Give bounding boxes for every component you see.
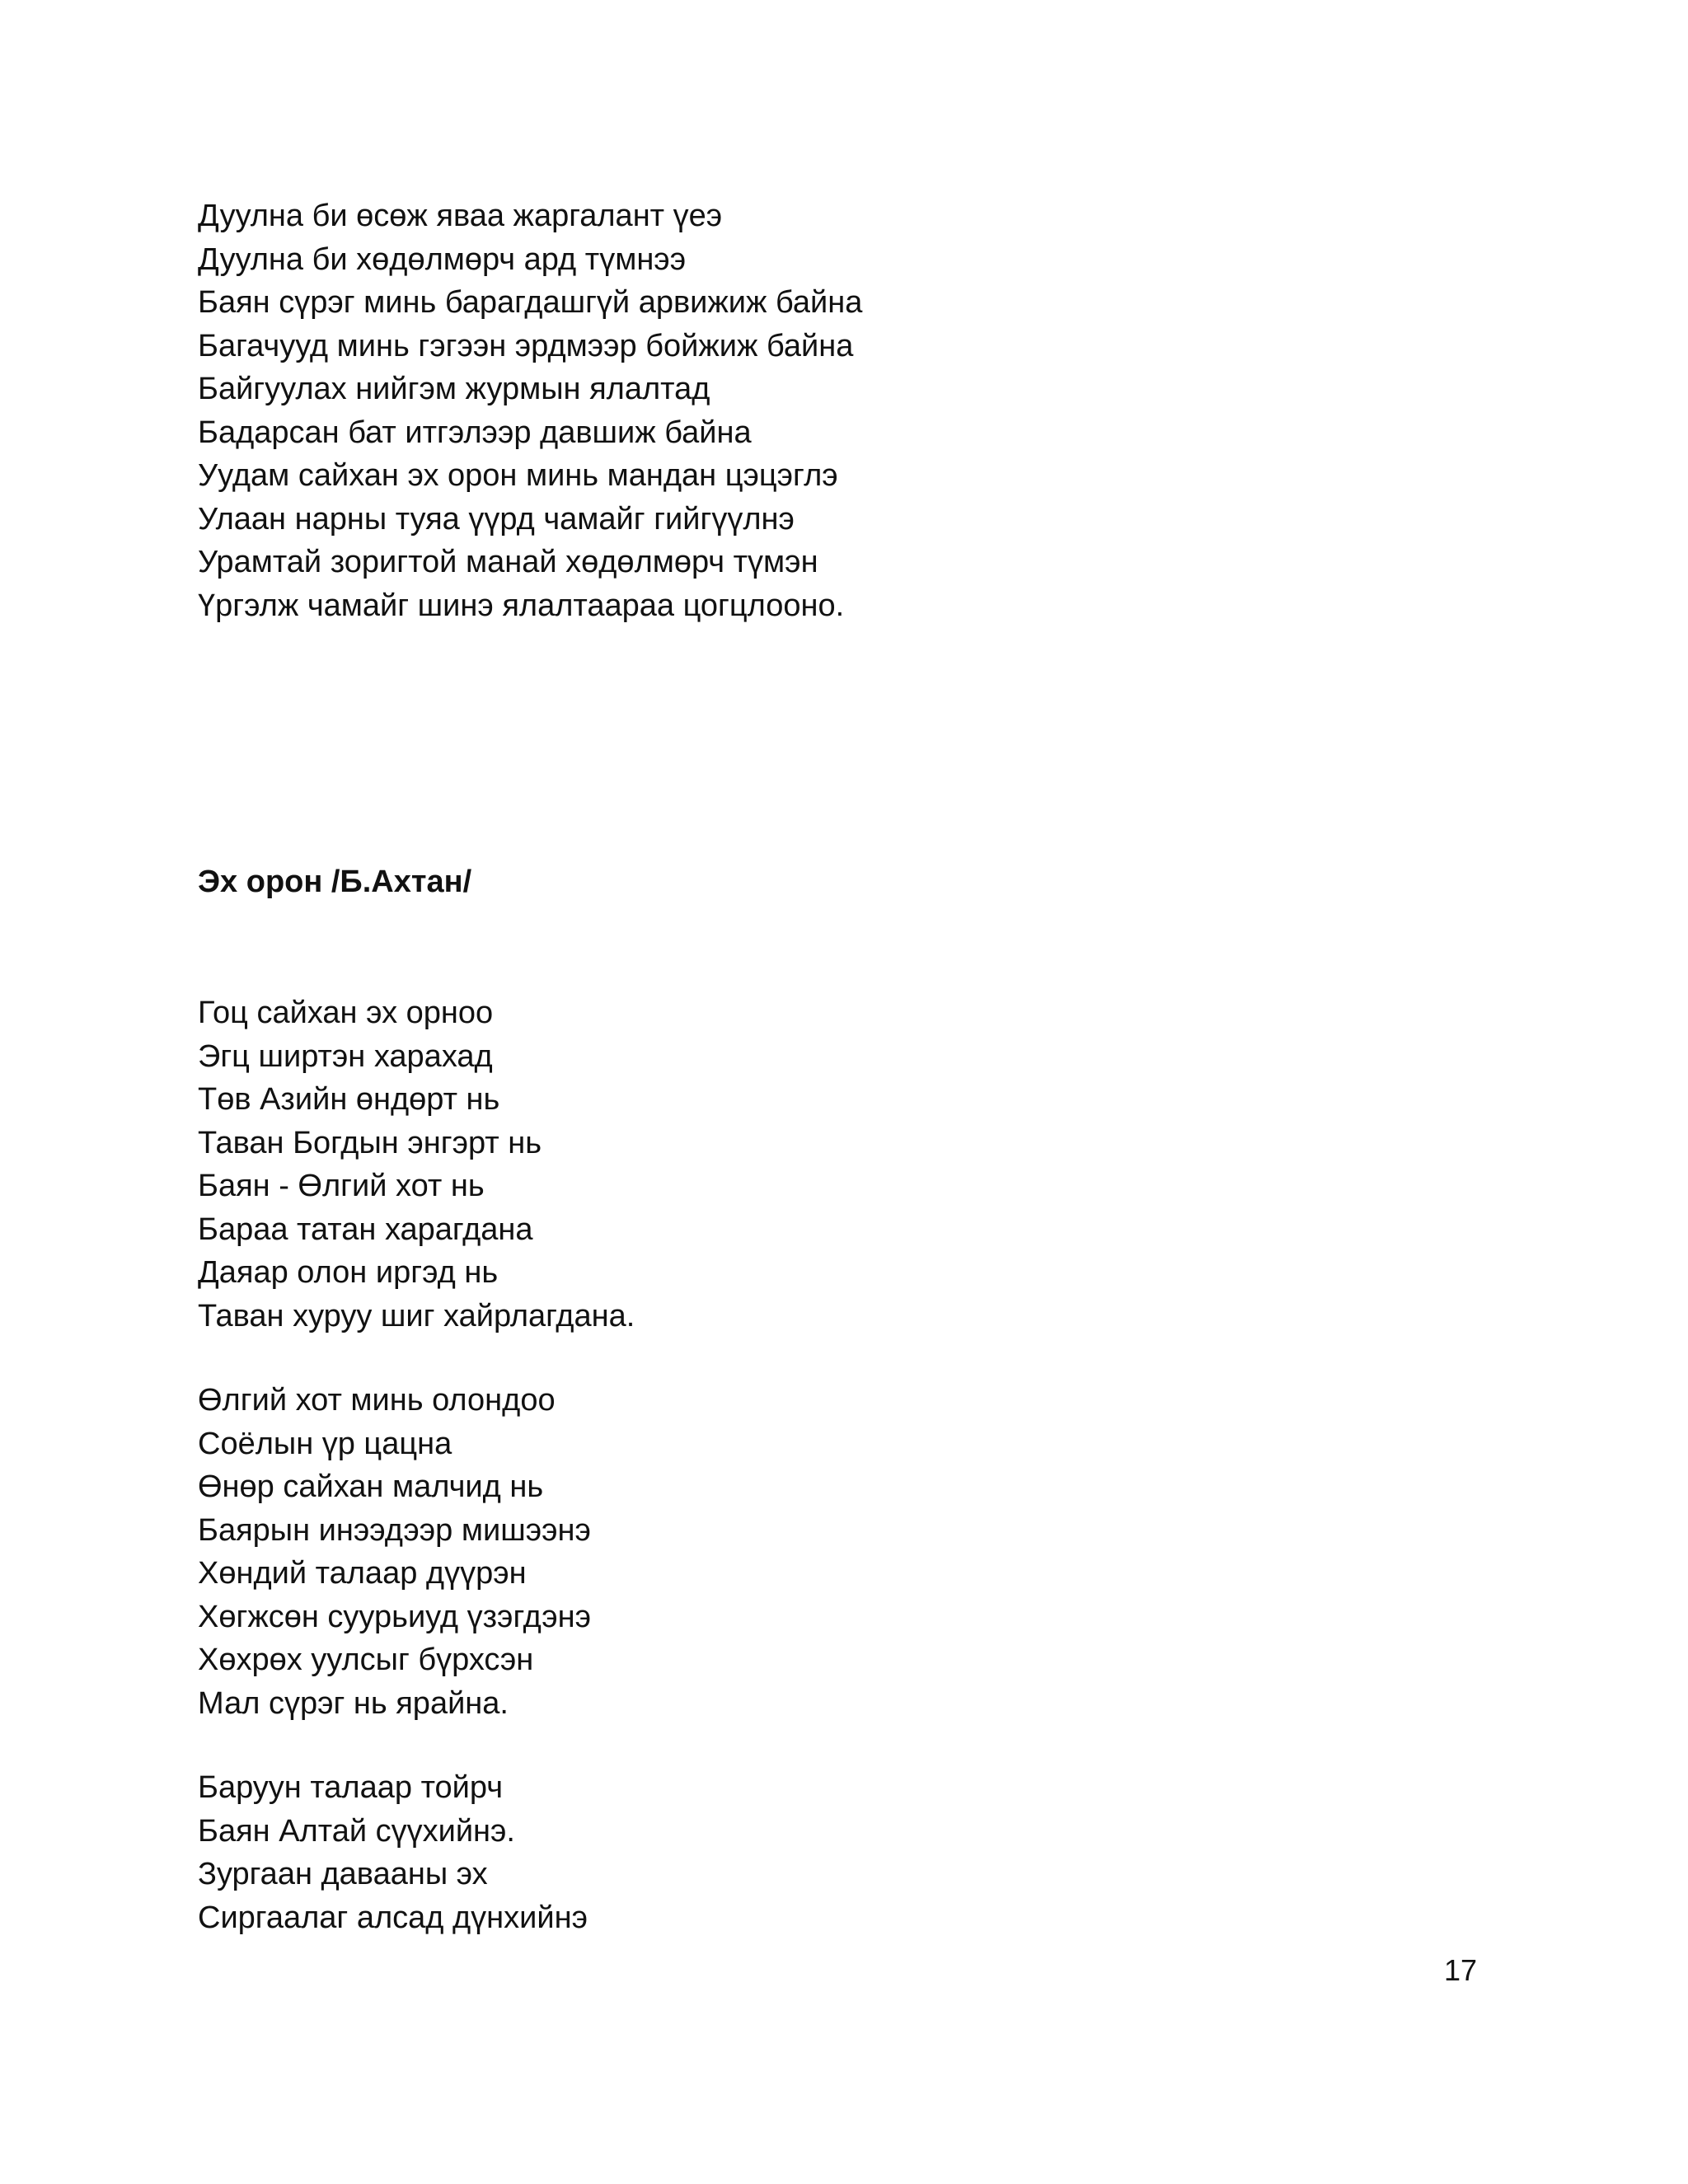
poem-line: Гоц сайхан эх орноо	[198, 996, 494, 1030]
poem-line: Баян - Өлгий хот нь	[198, 1169, 485, 1203]
poem-line: Байгуулах нийгэм журмын ялалтад	[198, 372, 710, 406]
poem-line: Баян сүрэг минь барагдашгүй арвижиж байна	[198, 285, 863, 320]
poem-line: Баян Алтай сүүхийнэ.	[198, 1813, 515, 1849]
poem-stanza-2	[198, 1379, 591, 1725]
poem-line: Соёлын үр цацна	[198, 1426, 452, 1461]
poem-line: Уудам сайхан эх орон минь мандан цэцэглэ	[198, 458, 838, 493]
poem-line: Эгц ширтэн харахад	[198, 1038, 493, 1074]
poem-line: Баярын инээдээр мишээнэ	[198, 1512, 591, 1548]
poem-line: Хөндий талаар дүүрэн	[198, 1556, 527, 1591]
poem-line: Өлгий хот минь олондоо	[198, 1383, 556, 1418]
poem-stanza-1	[198, 991, 635, 1338]
poem-stanza-3	[198, 1766, 588, 1939]
poem-line: Зургаан давааны эх	[198, 1857, 488, 1891]
poem-line: Даяар олон иргэд нь	[198, 1255, 499, 1290]
poem-line: Багачууд минь гэгээн эрдмээр бойжиж байна	[198, 328, 854, 363]
poem-line: Таван Богдын энгэрт нь	[198, 1125, 542, 1160]
poem-line: Дуулна би өсөж яваа жаргалант үеэ	[198, 199, 723, 233]
poem-line: Баруун талаар тойрч	[198, 1770, 503, 1805]
poem-line: Өнөр сайхан малчид нь	[198, 1469, 544, 1504]
poem-line: Төв Азийн өндөрт нь	[198, 1082, 500, 1117]
poem-line: Үргэлж чамайг шинэ ялалтаараа цогцлооно.	[198, 588, 845, 623]
poem-line: Хөгжсөн суурьиуд үзэгдэнэ	[198, 1599, 591, 1634]
poem-line: Урамтай зоригтой манай хөдөлмөрч түмэн	[198, 545, 818, 579]
poem-line: Хөхрөх уулсыг бүрхсэн	[198, 1643, 534, 1677]
poem-line: Бадарсан бат итгэлээр давшиж байна	[198, 415, 752, 450]
poem-line: Бараа татан харагдана	[198, 1212, 533, 1247]
poem-line: Улаан нарны туяа үүрд чамайг гийгүүлнэ	[198, 501, 795, 537]
poem-line: Мал сүрэг нь ярайна.	[198, 1685, 509, 1721]
poem-line: Сиргаалаг алсад дүнхийнэ	[198, 1900, 588, 1935]
page-number: 17	[1443, 1953, 1477, 1987]
poem-title: Эх орон /Б.Ахтан/	[198, 865, 472, 899]
poem-line: Дуулна би хөдөлмөрч ард түмнээ	[198, 241, 687, 277]
poem-stanza-top	[198, 194, 862, 627]
poem-line: Таван хуруу шиг хайрлагдана.	[198, 1298, 635, 1333]
